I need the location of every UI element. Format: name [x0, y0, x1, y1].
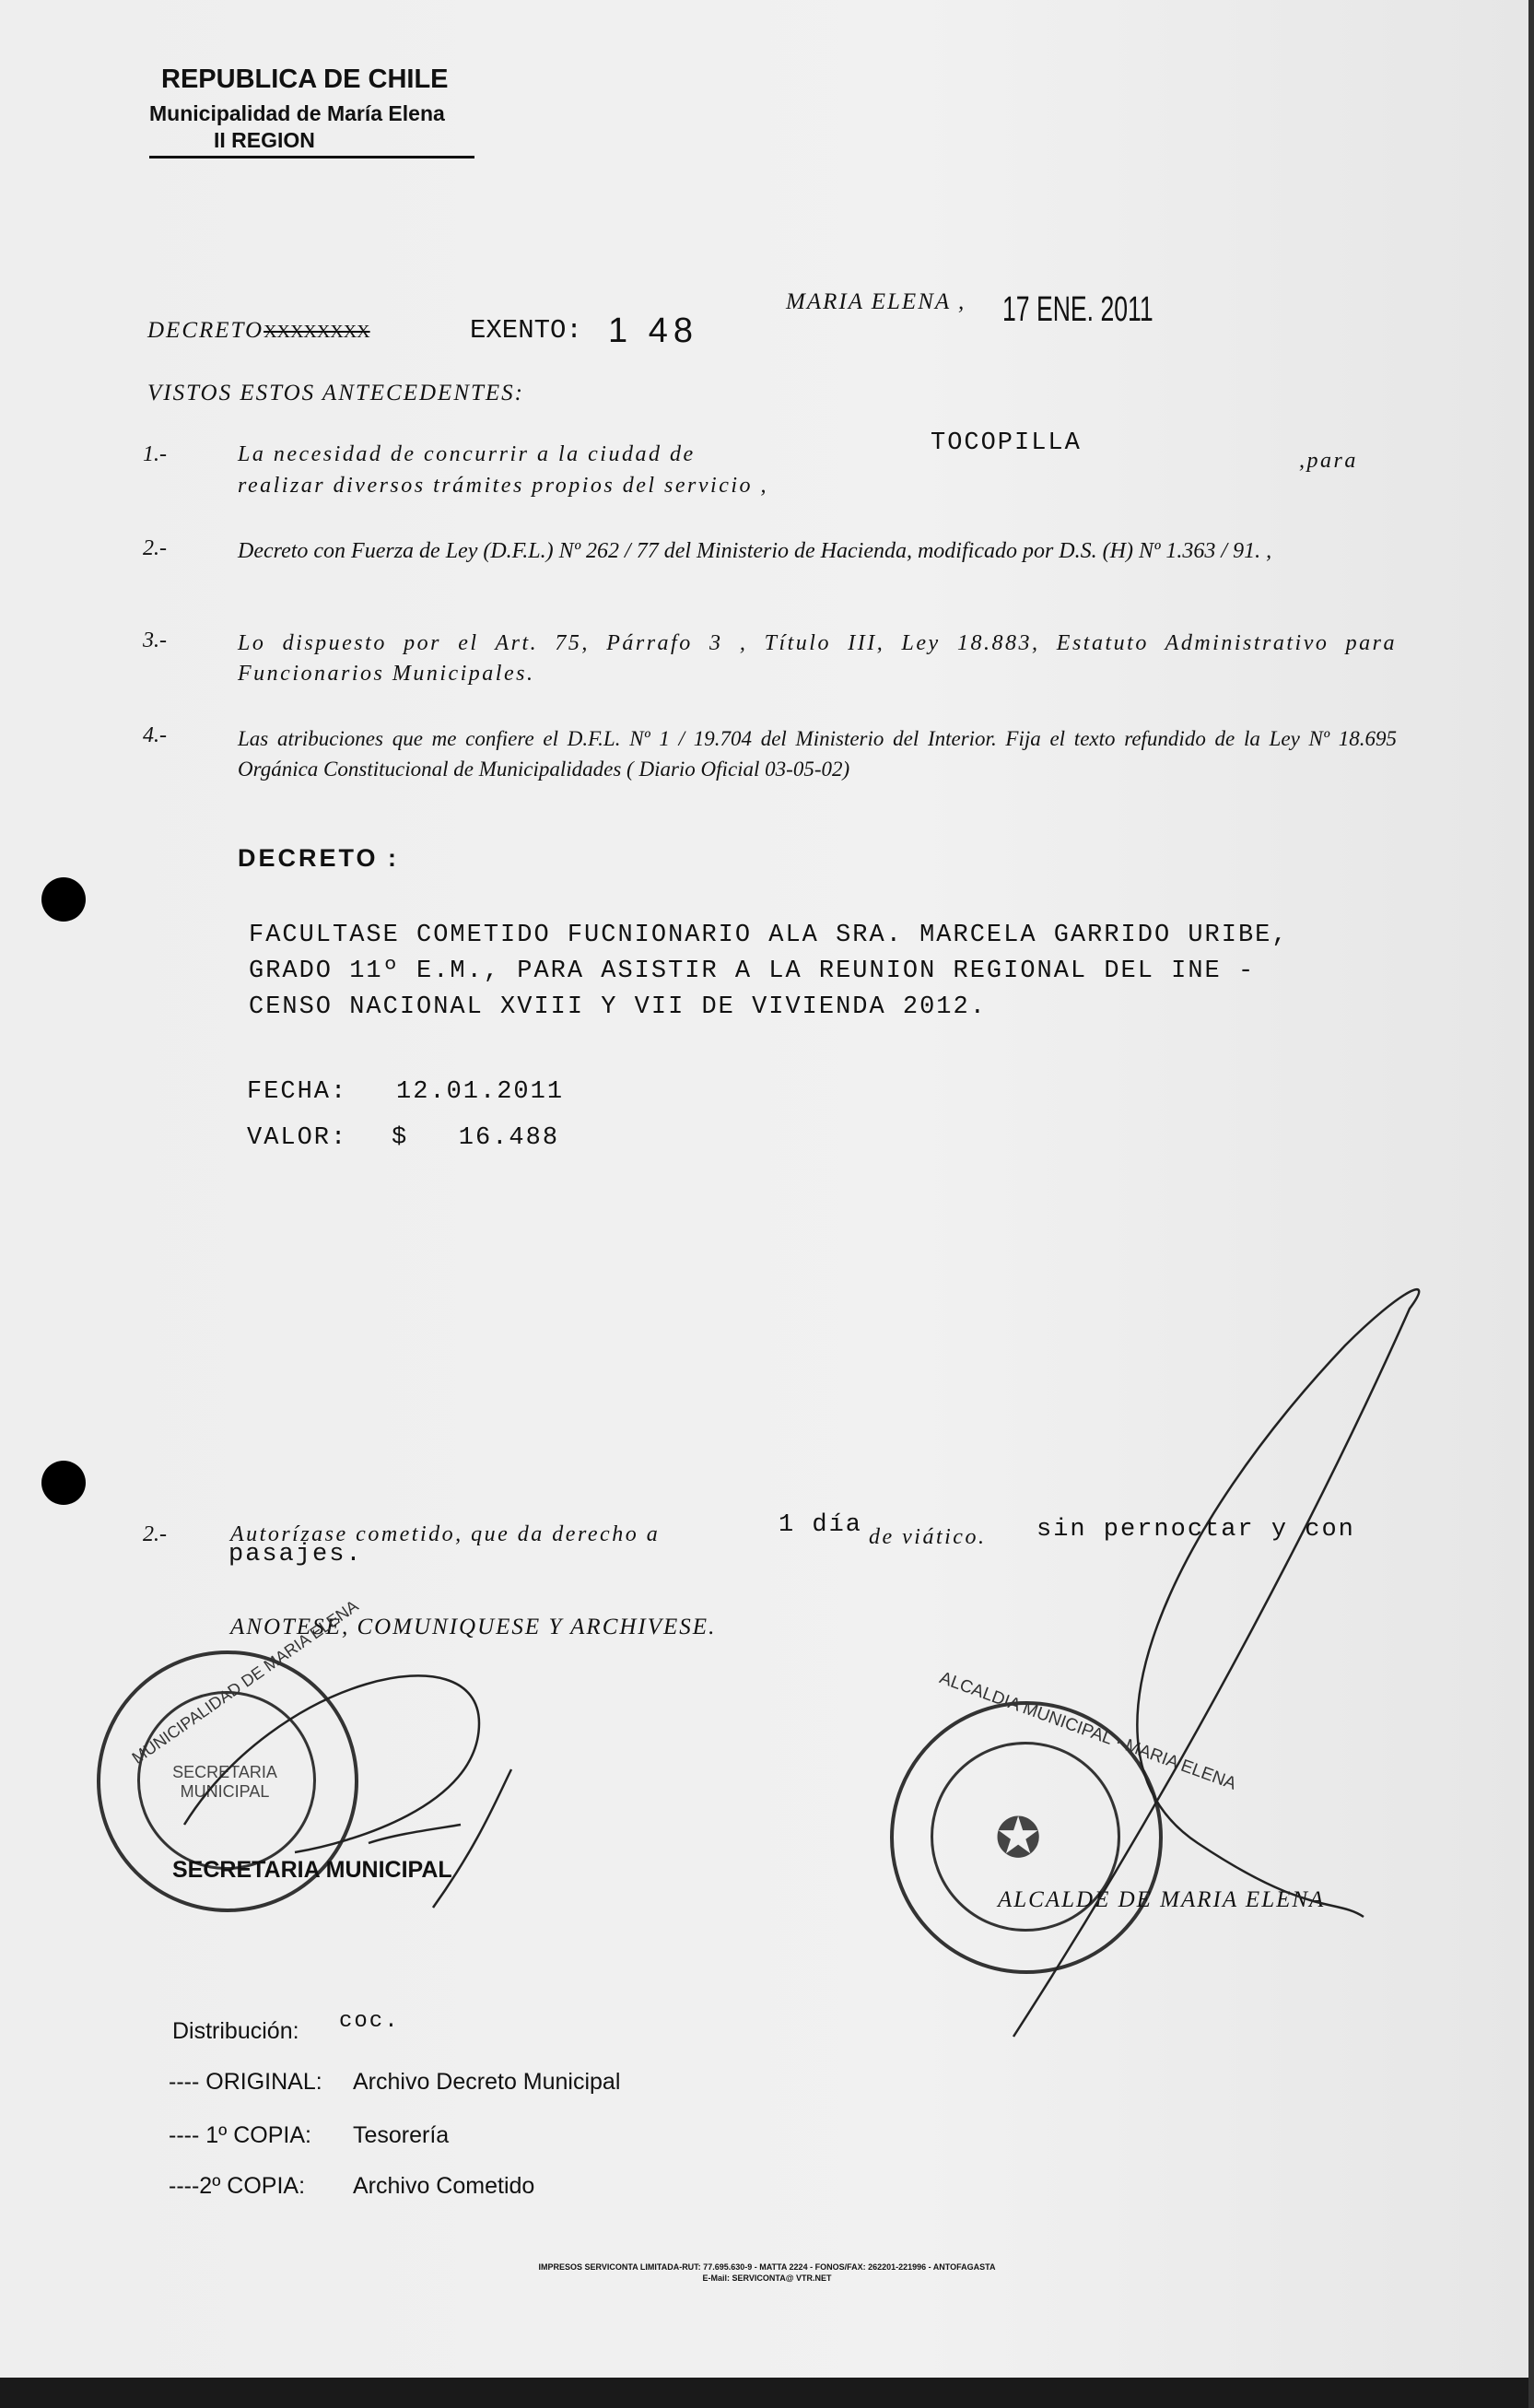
- item-number: 2.-: [143, 536, 167, 560]
- valor-value: $ 16.488: [392, 1124, 560, 1152]
- item-text: Decreto con Fuerza de Ley (D.F.L.) Nº 262 / 77 del Ministerio de Hacienda, modificado por D.S. (H) Nº 1.363 / 91. ,: [238, 539, 1272, 563]
- stamp-ring-text: ALCALDIA MUNICIPAL · MARIA ELENA: [936, 1668, 1239, 1794]
- item-text: Las atribuciones que me confiere el D.F.L. Nº 1 / 19.704 del Ministerio del Interior. Fija el texto refundido de la Ley Nº 18.695 Orgánica Constitucional de Municipalidades ( Diario Oficial 03-05-02): [238, 727, 1397, 781]
- fecha-label: FECHA:: [247, 1078, 348, 1106]
- decree-number: 1 48: [608, 311, 698, 350]
- item2-typed: sin pernoctar y con: [1036, 1516, 1355, 1544]
- item-text: realizar diversos trámites propios del servicio ,: [238, 474, 769, 498]
- coat-of-arms-icon: ✪: [995, 1808, 1042, 1869]
- secretary-signature: [184, 1675, 511, 1908]
- fecha-value: 12.01.2011: [396, 1078, 565, 1106]
- item2-typed: pasajes.: [228, 1541, 363, 1568]
- item-city: TOCOPILLA: [931, 429, 1082, 457]
- decreto-line: CENSO NACIONAL XVIII Y VII DE VIVIENDA 2012.: [249, 993, 987, 1021]
- distribution-value: Archivo Cometido: [353, 2173, 535, 2199]
- stamp-center-text: SECRETARIA MUNICIPAL: [172, 1763, 277, 1801]
- item2-text: Autorízase cometido, que da derecho a: [230, 1522, 661, 1546]
- item-text: ,para: [1299, 449, 1358, 473]
- secretaria-caption: SECRETARIA MUNICIPAL: [172, 1857, 452, 1883]
- item-number: 2.-: [143, 1522, 167, 1546]
- distribution-value: Tesorería: [353, 2122, 450, 2148]
- date-stamp: 17 ENE. 2011: [1002, 290, 1153, 329]
- mayor-signature: [1013, 1289, 1419, 2037]
- header-region: II REGION: [214, 128, 315, 152]
- item2-text: de viático.: [869, 1525, 987, 1549]
- decreto-title: DECRETO :: [238, 844, 400, 872]
- distribution-prefix: ----2º COPIA:: [169, 2173, 306, 2199]
- decreto-line: FACULTASE COMETIDO FUCNIONARIO ALA SRA. MARCELA GARRIDO URIBE,: [249, 922, 1289, 949]
- footer-line: IMPRESOS SERVICONTA LIMITADA-RUT: 77.695.630-9 - MATTA 2224 - FONOS/FAX: 262201-221996 - ANTOFAGASTA: [538, 2262, 996, 2272]
- distribution-label: Distribución:: [172, 2018, 299, 2044]
- decree-type: EXENTO:: [470, 315, 582, 346]
- distribution-value: Archivo Decreto Municipal: [353, 2069, 621, 2095]
- item-number: 4.-: [143, 723, 167, 747]
- decree-label-text: DECRETO: [147, 318, 264, 343]
- item-number: 3.-: [143, 628, 167, 652]
- decreto-line: GRADO 11º E.M., PARA ASISTIR A LA REUNION REGIONAL DEL INE -: [249, 957, 1256, 985]
- decree-struck-text: XXXXXXXX: [263, 322, 370, 342]
- header-municipality: Municipalidad de María Elena: [149, 101, 445, 125]
- footer-line: E-Mail: SERVICONTA@ VTR.NET: [702, 2273, 832, 2283]
- item-number: 1.-: [143, 442, 167, 466]
- vistos-title: VISTOS ESTOS ANTECEDENTES:: [147, 381, 524, 405]
- item-text: Lo dispuesto por el Art. 75, Párrafo 3 , Título III, Ley 18.883, Estatuto Administrativo para Funcionarios Municipales.: [238, 631, 1397, 686]
- item2-days: 1 día: [779, 1511, 863, 1539]
- stamp-ring-text: MUNICIPALIDAD DE MARIA ELENA: [128, 1596, 362, 1768]
- closing-text: ANOTESE, COMUNIQUESE Y ARCHIVESE.: [230, 1615, 717, 1639]
- decree-place: MARIA ELENA ,: [786, 289, 966, 314]
- distribution-typed: coc.: [339, 2009, 400, 2034]
- alcalde-caption: ALCALDE DE MARIA ELENA: [998, 1887, 1326, 1912]
- header-country: REPUBLICA DE CHILE: [161, 65, 449, 94]
- item-text: La necesidad de concurrir a la ciudad de: [238, 442, 696, 466]
- valor-label: VALOR:: [247, 1124, 348, 1152]
- distribution-prefix: ---- ORIGINAL:: [169, 2069, 322, 2095]
- distribution-prefix: ---- 1º COPIA:: [169, 2122, 311, 2148]
